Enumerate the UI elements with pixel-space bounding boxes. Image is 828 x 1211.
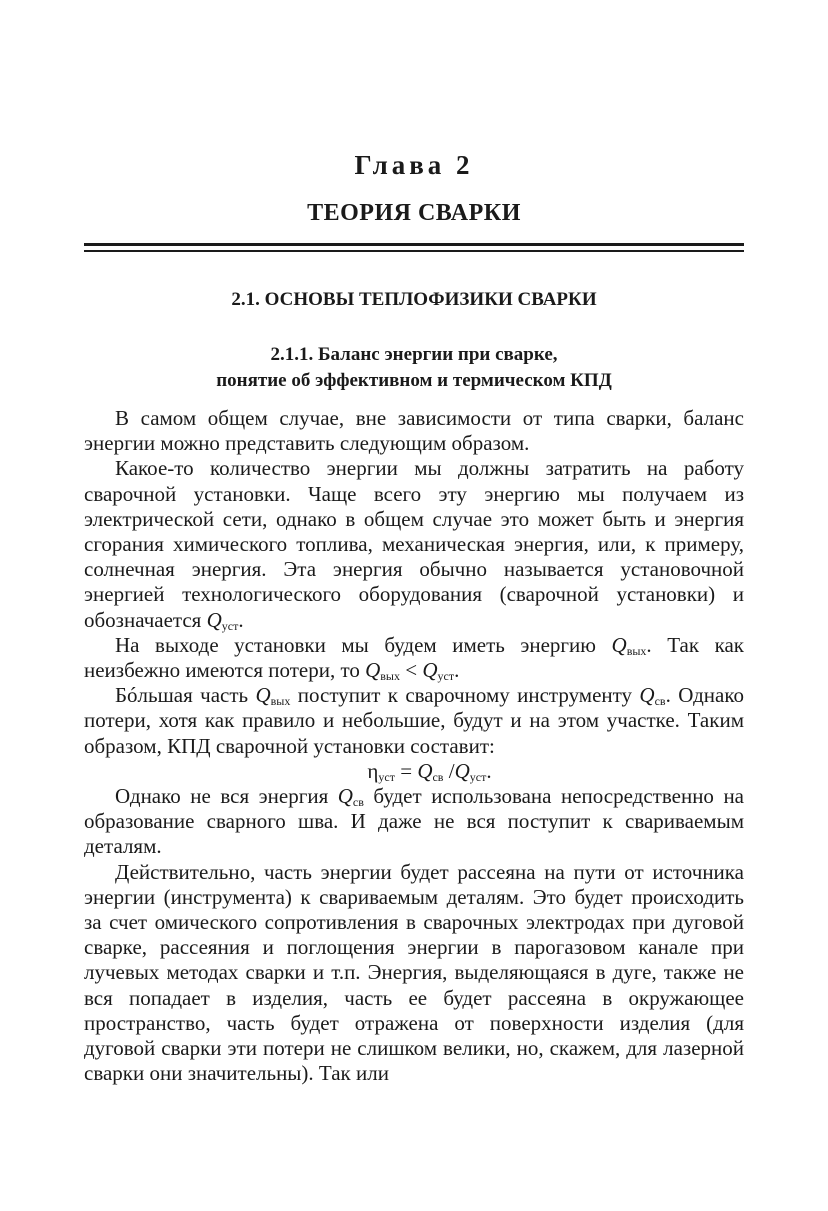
chapter-rule-thick	[84, 243, 744, 246]
symbol-subscript: уст	[221, 618, 239, 633]
paragraph-4-text-b: поступит к сварочному инструменту	[290, 683, 640, 708]
formula-q-denominator: Q	[454, 758, 470, 783]
efficiency-formula	[84, 759, 744, 784]
symbol-q: Q	[365, 658, 381, 683]
formula-slash: /	[443, 758, 455, 783]
subsection-title-line2: понятие об эффективном и термическом КПД	[216, 370, 612, 391]
chapter-rule-thin	[84, 250, 744, 252]
formula-period: .	[486, 758, 492, 783]
paragraph-2-text: Какое-то количество энергии мы должны затратить на работу сварочной установки. Чаще всего эту энергию мы получаем из электрической сети, однако в общем случае это может быть и энергия сгорания химического топлива, механическая энергия, или, к примеру, солнечная энергия. Эта энергия обычно называется установочной энергией технологического оборудования (сварочной установки) и обозначается	[84, 456, 744, 632]
symbol-subscript: св	[352, 795, 364, 810]
formula-q-numerator: Q	[417, 758, 433, 783]
paragraph-4-text-a: Бóльшая часть	[115, 683, 256, 708]
subsection-title	[84, 342, 744, 394]
punctuation: .	[454, 658, 460, 683]
paragraph-2	[84, 456, 744, 632]
formula-equals: =	[394, 758, 418, 783]
symbol-subscript: вых	[626, 643, 647, 658]
paragraph-3-text-a: На выходе установки мы будем иметь энергию	[115, 632, 612, 657]
paragraph-5	[84, 784, 744, 860]
symbol-subscript: вых	[270, 694, 291, 709]
formula-eta-subscript: уст	[378, 769, 395, 784]
less-than-sign: <	[400, 658, 423, 683]
subsection-title-line1: 2.1.1. Баланс энергии при сварке,	[270, 344, 558, 365]
paragraph-5-text-b: будет использована непосредственно на образование сварного шва. И даже не вся поступит к свариваемым деталям.	[84, 784, 745, 859]
paragraph-5-text-a: Однако не вся энергия	[115, 784, 338, 809]
punctuation: .	[238, 607, 244, 632]
formula-q-numerator-subscript: св	[432, 769, 444, 784]
symbol-q: Q	[337, 784, 353, 809]
symbol-q: Q	[255, 683, 271, 708]
chapter-title: ТЕОРИЯ СВАРКИ	[307, 200, 521, 226]
chapter-label: Глава 2	[354, 150, 474, 180]
paragraph-4-text-c: . Однако потери, хотя как правило и небольшие, будут и на этом участке. Таким образом, КПД сварочной установки составит:	[84, 683, 744, 758]
symbol-q: Q	[206, 607, 222, 632]
symbol-subscript: вых	[380, 669, 400, 684]
section-title: 2.1. ОСНОВЫ ТЕПЛОФИЗИКИ СВАРКИ	[231, 289, 597, 310]
paragraph-1: В самом общем случае, вне зависимости от типа сварки, баланс энергии можно представить следующим образом.	[84, 406, 744, 456]
symbol-q: Q	[422, 658, 438, 683]
symbol-q: Q	[611, 632, 627, 657]
formula-eta: η	[367, 758, 379, 783]
formula-q-denominator-subscript: уст	[469, 769, 487, 784]
symbol-subscript: св	[654, 694, 666, 709]
paragraph-4	[84, 683, 744, 759]
paragraph-3-text-b: . Так как неизбежно имеются потери, то	[84, 632, 744, 683]
paragraph-3	[84, 633, 744, 683]
symbol-q: Q	[639, 683, 655, 708]
symbol-subscript: уст	[437, 669, 455, 684]
paragraph-6: Действительно, часть энергии будет рассеяна на пути от источника энергии (инструмента) к свариваемым деталям. Это будет происходить за счет омического сопротивления в сварочных электродах при дуговой сварке, рассеяния и поглощения энергии в парогазовом канале при лучевых методах сварки и т.п. Энергия, выделяющаяся в дуге, также не вся попадает в изделия, часть ее будет рассеяна в окружающее пространство, часть будет отражена от поверхности изделия (для дуговой сварки эти потери не слишком велики, но, скажем, для лазерной сварки они значительны). Так или	[84, 859, 744, 1086]
body-text	[84, 406, 744, 1086]
